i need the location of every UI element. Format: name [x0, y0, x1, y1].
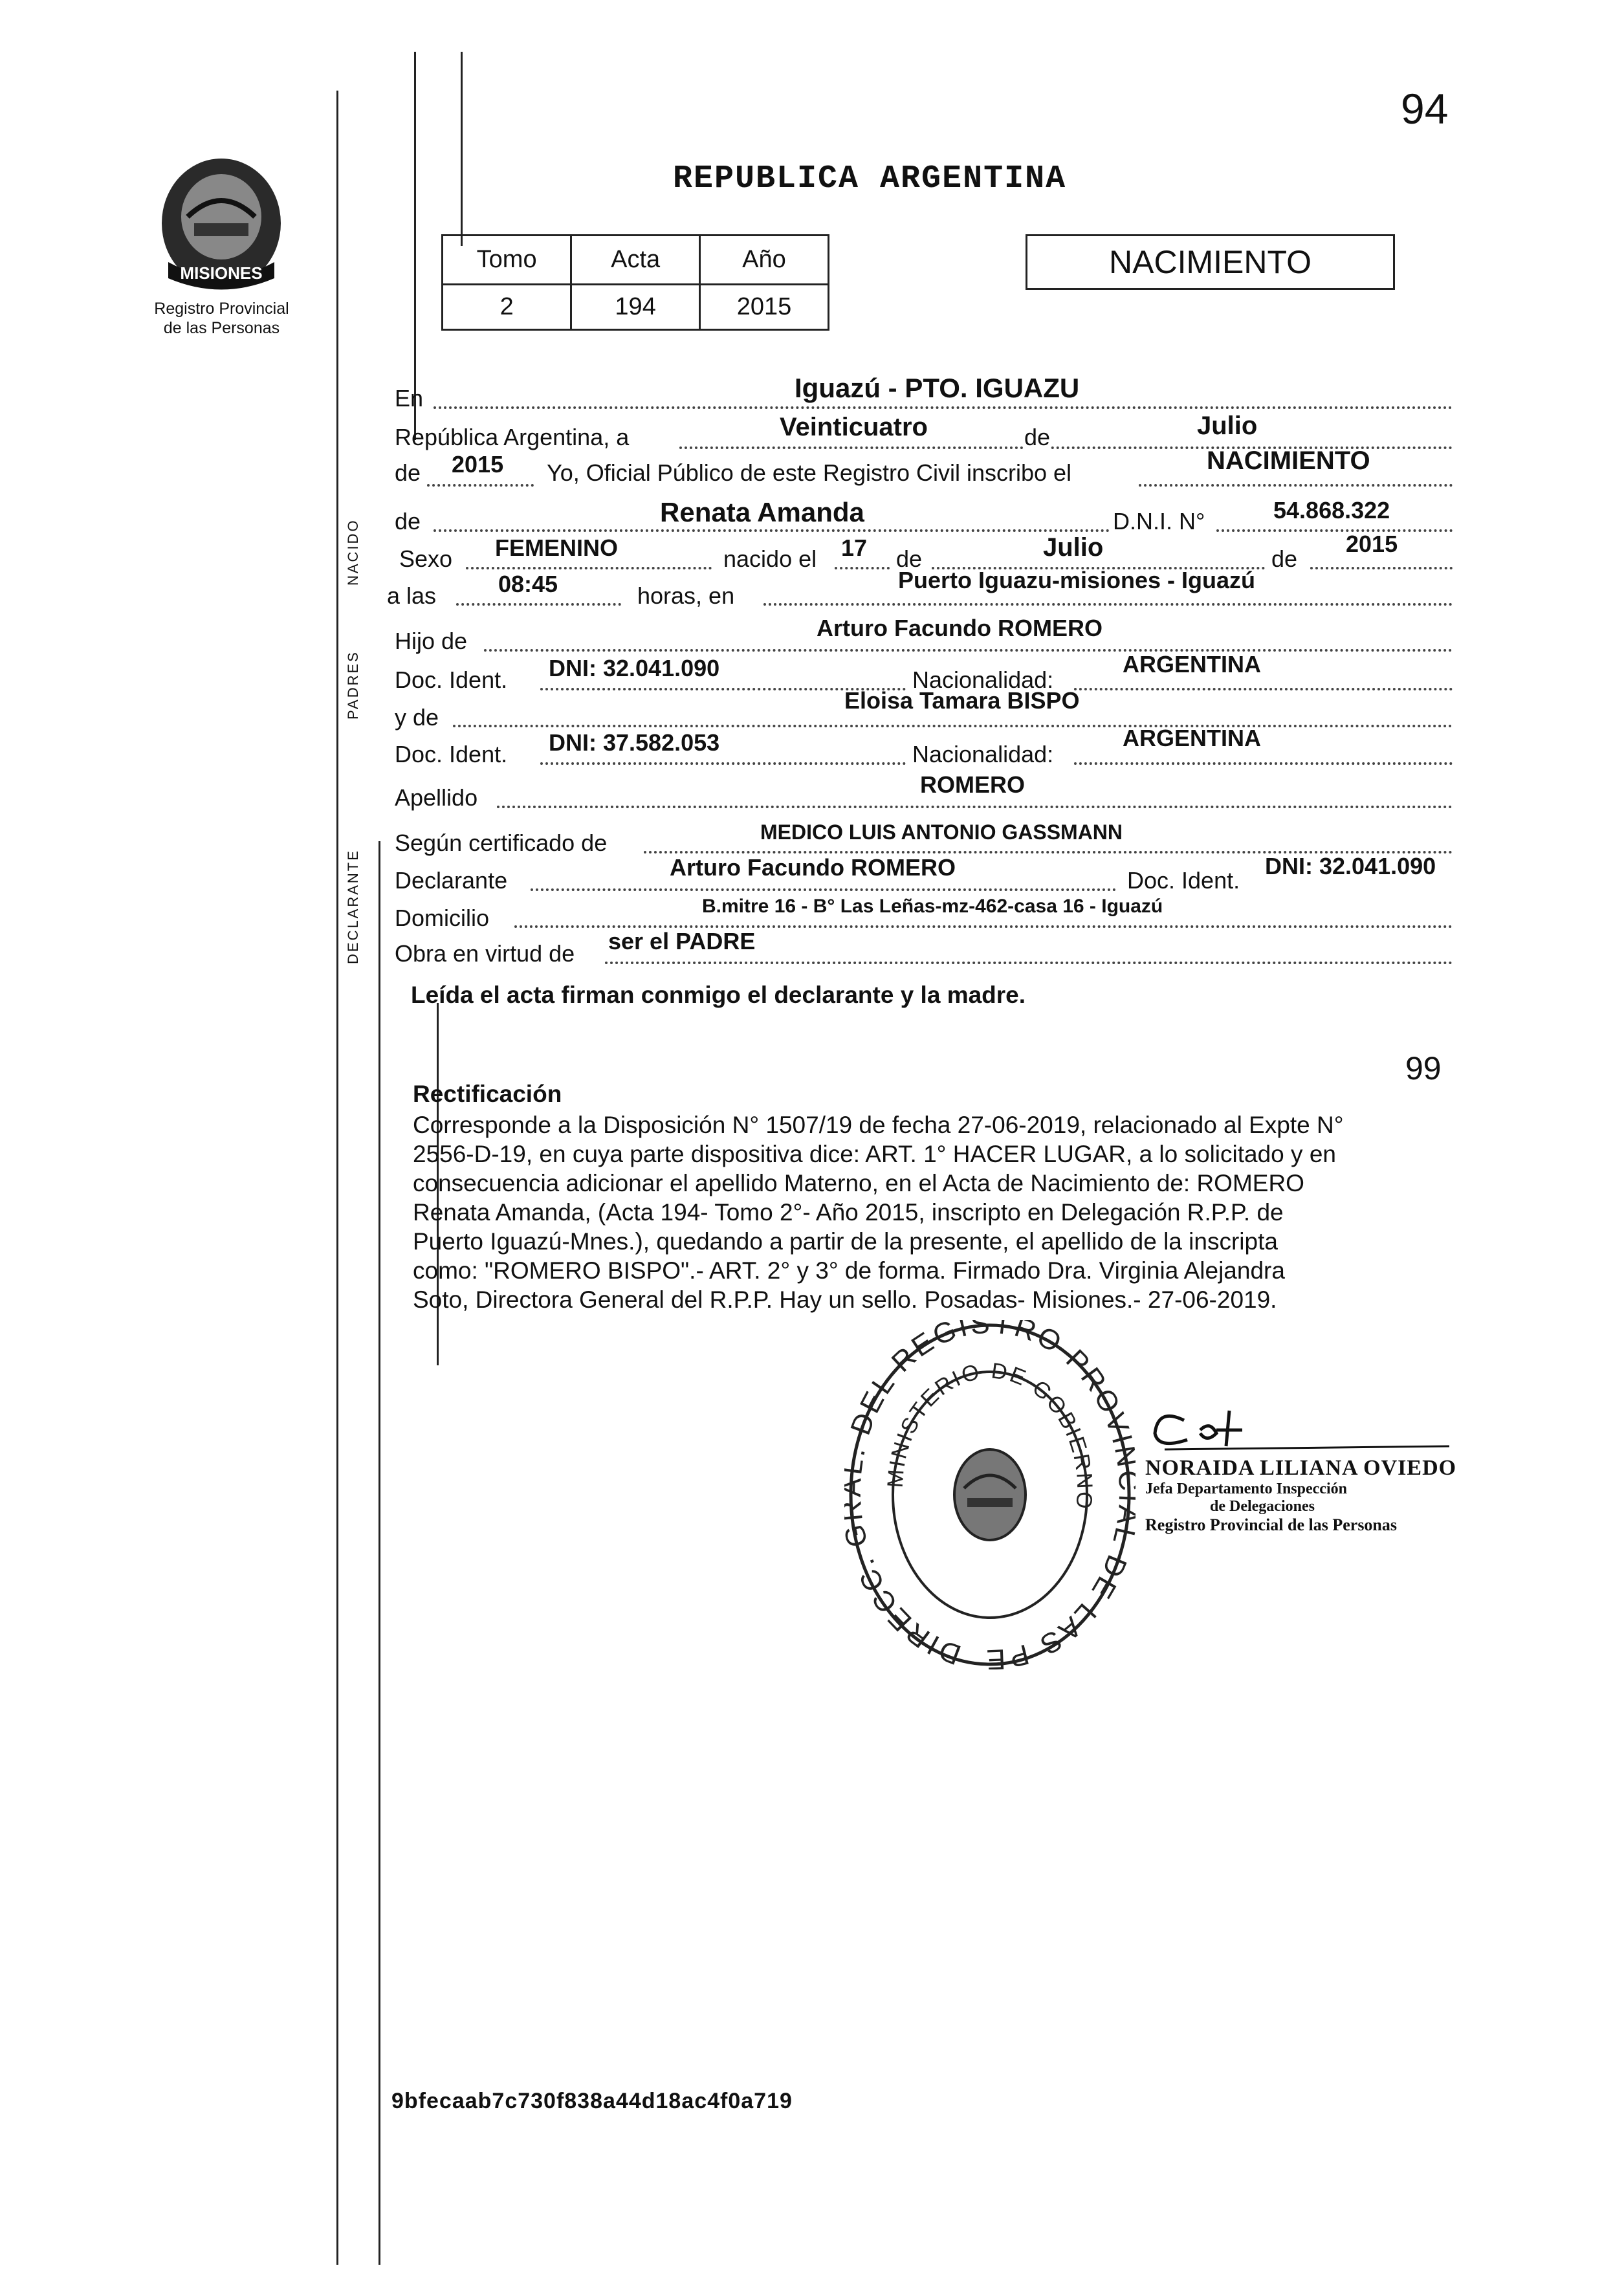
- month-value: Julio: [1197, 412, 1258, 440]
- child-dni: 54.868.322: [1273, 497, 1390, 523]
- rectificacion-title: Rectificación: [413, 1081, 562, 1107]
- section-label-nacido: NACIDO: [345, 518, 361, 586]
- de-label: de: [395, 459, 421, 486]
- rect-number: 99: [1405, 1050, 1442, 1086]
- day-value: Veinticuatro: [780, 413, 928, 441]
- svg-text:MINISTERIO DE GOBIERNO: MINISTERIO DE GOBIERNO: [883, 1358, 1097, 1512]
- declarante-doc: DNI: 32.041.090: [1265, 853, 1436, 879]
- dotted-line: [763, 603, 1453, 606]
- republica-label: República Argentina, a: [395, 424, 630, 450]
- domicilio-value: B.mitre 16 - B° Las Leñas-mz-462-casa 16 - Iguazú: [702, 896, 1163, 917]
- father-doc: DNI: 32.041.090: [549, 655, 720, 681]
- leida-text: Leída el acta firman conmigo el declarante y la madre.: [411, 982, 1026, 1008]
- dotted-line: [453, 725, 1453, 727]
- rectificacion-body: [413, 1110, 1448, 1314]
- apellido-label: Apellido: [395, 784, 478, 811]
- dotted-line: [484, 649, 1453, 652]
- section-label-padres: PADRES: [345, 650, 361, 720]
- rectificacion-line: Puerto Iguazú-Mnes.), quedando a partir de la presente, el apellido de la inscripta: [413, 1228, 1278, 1255]
- table-cell: 2015: [699, 285, 828, 330]
- stamp-icon: [844, 1320, 1136, 1669]
- nacionalidad-label: Nacionalidad:: [912, 666, 1054, 693]
- dotted-line: [1310, 567, 1453, 569]
- sexo-label: Sexo: [399, 545, 453, 572]
- year-value: 2015: [452, 451, 504, 478]
- dni-label: D.N.I. N°: [1113, 508, 1205, 534]
- dotted-line: [1074, 688, 1453, 690]
- certificado-value: MEDICO LUIS ANTONIO GASSMANN: [760, 820, 1123, 844]
- dotted-line: [433, 529, 1110, 532]
- rectificacion-line: 2556-D-19, en cuya parte dispositiva dice: ART. 1° HACER LUGAR, a lo solicitado y en: [413, 1141, 1336, 1167]
- table-cell: 2: [443, 285, 571, 330]
- section-label-declarante: DECLARANTE: [345, 849, 361, 964]
- doc-label: Doc. Ident.: [395, 666, 508, 693]
- en-label: En: [395, 385, 424, 412]
- de-label: de: [395, 508, 421, 534]
- doc-label: Doc. Ident.: [1127, 867, 1240, 894]
- document-hash: 9bfecaab7c730f838a44d18ac4f0a719: [391, 2089, 793, 2113]
- margin-line: [414, 52, 416, 440]
- dotted-line: [456, 603, 621, 606]
- doc-label: Doc. Ident.: [395, 741, 508, 767]
- margin-line: [336, 91, 338, 2265]
- declarante-name: Arturo Facundo ROMERO: [670, 854, 956, 881]
- horas-en-label: horas, en: [637, 582, 735, 609]
- rectificacion-line: Soto, Directora General del R.P.P. Hay un sello. Posadas- Misiones.- 27-06-2019.: [413, 1286, 1277, 1313]
- obra-label: Obra en virtud de: [395, 940, 575, 967]
- sexo-value: FEMENINO: [495, 534, 619, 561]
- domicilio-label: Domicilio: [395, 905, 490, 931]
- nacionalidad-label: Nacionalidad:: [912, 741, 1054, 767]
- table-header: Año: [699, 236, 828, 285]
- dotted-line: [427, 484, 534, 487]
- signatory-title: de Delegaciones: [1210, 1498, 1315, 1515]
- rectificacion-line: como: "ROMERO BISPO".- ART. 2° y 3° de forma. Firmado Dra. Virginia Alejandra: [413, 1257, 1285, 1284]
- header-title: REPUBLICA ARGENTINA: [673, 160, 1067, 197]
- record-table: [441, 234, 829, 331]
- apellido-value: ROMERO: [920, 771, 1025, 798]
- signatory-title: Registro Provincial de las Personas: [1145, 1515, 1398, 1534]
- coat-of-arms-icon: [155, 152, 288, 291]
- signatory-name: NORAIDA LILIANA OVIEDO: [1145, 1456, 1457, 1480]
- birth-month: Julio: [1043, 533, 1104, 562]
- de-label: de: [1271, 545, 1298, 572]
- de-label: de: [896, 545, 923, 572]
- dotted-line: [540, 762, 906, 765]
- child-name: Renata Amanda: [660, 497, 864, 527]
- logo-caption-line: Registro Provincial: [154, 300, 289, 318]
- mother-doc: DNI: 37.582.053: [549, 729, 720, 756]
- page-number: 94: [1401, 85, 1449, 133]
- table-header: Tomo: [443, 236, 571, 285]
- official-stamp: [844, 1320, 1136, 1669]
- birth-place: Puerto Iguazu-misiones - Iguazú: [898, 567, 1256, 593]
- de-label: de: [1024, 424, 1051, 450]
- dotted-line: [1074, 762, 1453, 765]
- hijo-de-label: Hijo de: [395, 628, 468, 654]
- mother-nationality: ARGENTINA: [1123, 725, 1261, 751]
- birth-time: 08:45: [498, 571, 558, 597]
- rectificacion-line: consecuencia adicionar el apellido Materno, en el Acta de Nacimiento de: ROMERO: [413, 1170, 1304, 1196]
- y-de-label: y de: [395, 704, 439, 731]
- svg-text:MISIONES: MISIONES: [180, 263, 263, 283]
- rectificacion-line: Corresponde a la Disposición N° 1507/19 de fecha 27-06-2019, relacionado al Expte N°: [413, 1112, 1344, 1138]
- record-type: NACIMIENTO: [1109, 244, 1311, 280]
- margin-line: [461, 52, 463, 246]
- birth-year: 2015: [1346, 531, 1398, 557]
- dotted-line: [1216, 529, 1453, 532]
- province-logo: [155, 152, 288, 291]
- signature-icon: [1139, 1401, 1456, 1459]
- event-value: NACIMIENTO: [1207, 446, 1370, 475]
- margin-line: [379, 841, 380, 2265]
- dotted-line: [433, 406, 1453, 409]
- a-las-label: a las: [387, 582, 437, 609]
- yo-text: Yo, Oficial Público de este Registro Civil inscribo el: [547, 459, 1072, 486]
- father-name: Arturo Facundo ROMERO: [817, 615, 1103, 641]
- logo-caption-line: de las Personas: [163, 319, 280, 337]
- dotted-line: [1139, 484, 1453, 487]
- declarante-label: Declarante: [395, 867, 508, 894]
- segun-label: Según certificado de: [395, 830, 608, 856]
- dotted-line: [497, 806, 1453, 808]
- dotted-line: [531, 888, 1116, 891]
- table-cell: 194: [571, 285, 700, 330]
- dotted-line: [835, 567, 890, 569]
- dotted-line: [605, 962, 1453, 964]
- svg-text:DIRECC. GRAL. DEL REGISTRO PRO: DIRECC. DEL REGISTRO PROV DE LAS PE: [844, 1320, 1136, 1669]
- table-header: Acta: [571, 236, 700, 285]
- logo-caption: [136, 299, 307, 338]
- place-value: Iguazú - PTO. IGUAZU: [795, 373, 1080, 403]
- dotted-line: [466, 567, 712, 569]
- record-type-box: [1026, 234, 1395, 290]
- signatory-title: Jefa Departamento Inspección: [1145, 1481, 1347, 1497]
- father-nationality: ARGENTINA: [1123, 651, 1261, 677]
- signature-scribble: [1139, 1401, 1456, 1459]
- nacido-el-label: nacido el: [723, 545, 817, 572]
- rectificacion-line: Renata Amanda, (Acta 194- Tomo 2°- Año 2015, inscripto en Delegación R.P.P. de: [413, 1199, 1284, 1226]
- mother-name: Eloisa Tamara BISPO: [844, 687, 1080, 714]
- signature-block: [1145, 1456, 1456, 1535]
- birth-day: 17: [841, 534, 868, 561]
- obra-value: ser el PADRE: [608, 928, 756, 954]
